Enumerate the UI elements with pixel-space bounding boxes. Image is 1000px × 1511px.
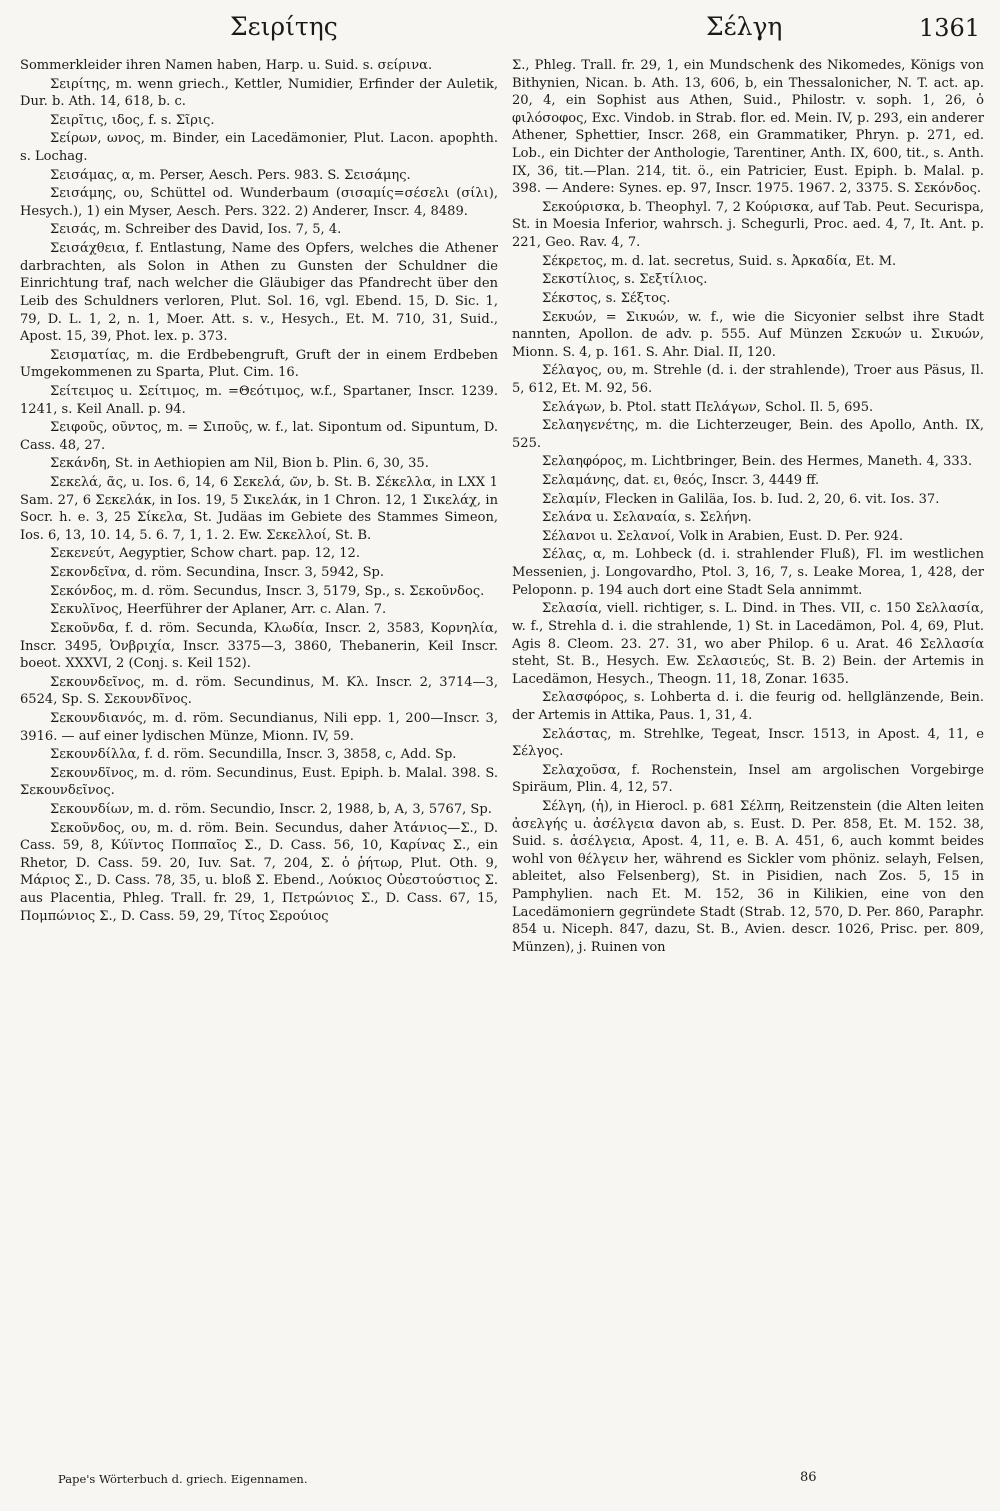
footer-credit: Pape's Wörterbuch d. griech. Eigennamen.: [58, 1472, 308, 1486]
dictionary-entry: Σελαηγενέτης, m. die Lichterzeuger, Bein. des Apollo, Anth. IX, 525.: [512, 418, 984, 451]
dictionary-entry: Σέλαγος, ου, m. Strehle (d. i. der strahlende), Troer aus Päsus, Il. 5, 612, Et. M. 92, 56.: [512, 363, 984, 396]
dictionary-entry: Σελαχοῦσα, f. Rochenstein, Insel am argolischen Vorgebirge Spiräum, Plin. 4, 12, 57.: [512, 762, 984, 796]
header-right-catchword: Σέλγη: [706, 12, 783, 41]
dictionary-entry: Σεκυών, = Σικυών, w. f., wie die Sicyonier selbst ihre Stadt nannten, Apollon. de adv. p. 555. Auf Münzen Σεκυών u. Σικυών, Mionn. S. 4, p. 161. S. Ahr. Dial. II, 120.: [512, 309, 984, 360]
dictionary-entry: Σεκονδεῖνα, d. röm. Secundina, Inscr. 3, 5942, Sp.: [50, 565, 385, 581]
dictionary-entry: Σελαηφόρος, m. Lichtbringer, Bein. des Hermes, Maneth. 4, 333.: [542, 454, 973, 470]
dictionary-entry: Σεκυλῖνος, Heerführer der Aplaner, Arr. c. Alan. 7.: [50, 602, 387, 618]
dictionary-entry: Σεισματίας, m. die Erdbebengruft, Gruft der in einem Erdbeben Umgekommenen zu Sparta, Plut. Cim. 16.: [20, 347, 498, 381]
dictionary-entry: Σελασφόρος, s. Lohberta d. i. die feurig od. hellglänzende, Bein. der Artemis in Attika, Paus. 1, 31, 4.: [512, 690, 984, 723]
footer-signature: 86: [800, 1470, 817, 1485]
right-column: [512, 57, 984, 957]
dictionary-entry: Σεκούρισκα, b. Theophyl. 7, 2 Κούρισκα, auf Tab. Peut. Securispa, St. in Moesia Inferior, wahrsch. j. Schegurli, Proc. aed. 4, 7, It. Ant. p. 221, Geo. Rav. 4, 7.: [512, 199, 984, 251]
page-footer: [20, 1468, 980, 1498]
dictionary-entry: Σέκρετος, m. d. lat. secretus, Suid. s. Ἀρκαδία, Et. M.: [542, 253, 897, 269]
dictionary-entry: Σελαμίν, Flecken in Galiläa, Ios. b. Iud. 2, 20, 6. vit. Ios. 37.: [542, 491, 940, 507]
dictionary-entry: Σειφοῦς, οῦντος, m. = Σιποῦς, w. f., lat. Sipontum od. Sipuntum, D. Cass. 48, 27.: [20, 420, 498, 453]
dictionary-entry: Σείτειμος u. Σείτιμος, m. =Θεότιμος, w.f., Spartaner, Inscr. 1239. 1241, s. Keil Anall. p. 94.: [20, 383, 498, 417]
dictionary-entry: Σεισάμης, ου, Schüttel od. Wunderbaum (σισαμίς=σέσελι (σίλι), Hesych.), 1) ein Myser, Aesch. Pers. 322. 2) Anderer, Inscr. 4, 8489.: [20, 186, 498, 219]
continued-entry: Σ., Phleg. Trall. fr. 29, 1, ein Mundschenk des Nikomedes, Königs von Bithynien, Nican. b. Ath. 13, 606, b, ein Thessalonicher, N. T. act. ap. 20, 4, ein Sophist aus Athen, Suid., Philostr. v. soph. 1, 26, ὁ φιλόσοφος, Exc. Vindob. in Strab. flor. ed. Mein. IV, p. 293, ein anderer Athener, Sphettier, Inscr. 268, ein Grammatiker, Phryn. p. 271, ed. Lob., ein Dichter der Anthologie, Tarentiner, Anth. IX, 600, tit., s. Anth. IX, 36, tit.—Plan. 214, tit. ö., ein Patricier, Eust. Epiph. b. Malal. p. 398. — Andere: Synes. ep. 97, Inscr. 1975. 1967. 2, 3375. S. Σεκόνδος.: [512, 58, 984, 197]
dictionary-entry: Σεισάς, m. Schreiber des David, Ios. 7, 5, 4.: [50, 222, 342, 238]
dictionary-entry: Σεκουνδιανός, m. d. röm. Secundianus, Nili epp. 1, 200—Inscr. 3, 3916. — auf einer lydischen Münze, Mionn. IV, 59.: [20, 710, 498, 744]
dictionary-entry: Σεισάμας, α, m. Perser, Aesch. Pers. 983. S. Σεισάμης.: [50, 167, 411, 183]
dictionary-entry: Σέλγη, (ἡ), in Hierocl. p. 681 Σέλπη, Reitzenstein (die Alten leiten ἀσελγής u. ἀσέλγεια davon ab, s. Eust. D. Per. 858, Et. M. 152. 38, Suid. s. ἀσέλγεια, Apost. 4, 11, e. B. A. 451, 6, auch kommt beides wohl von θέλγειν her, während es Sickler vom phöniz. selayh, Felsen, ableitet, also Felsenberg), St. in Pisidien, nach Zos. 5, 15 in Pamphylien. nach Et. M. 152, 36 in Kilikien, eine von den Lacedämoniern gegründete Stadt (Strab. 12, 570, D. Per. 860, Paraphr. 854 u. Niceph. 847, dazu, St. B., Avien. descr. 1026, Prisc. per. 809, Münzen), j. Ruinen von: [512, 798, 984, 955]
dictionary-entry: Σεκουνδίων, m. d. röm. Secundio, Inscr. 2, 1988, b, A, 3, 5767, Sp.: [50, 801, 492, 817]
dictionary-entry: Σεκουνδεῖνος, m. d. röm. Secundinus, Μ. Κλ. Inscr. 2, 3714—3, 6524, Sp. S. Σεκουνδῖνος.: [20, 674, 498, 708]
dictionary-entry: Σείρων, ωνος, m. Binder, ein Lacedämonier, Plut. Lacon. apophth. s. Lochag.: [20, 131, 498, 165]
dictionary-entry: Σεισάχθεια, f. Entlastung, Name des Opfers, welches die Athener darbrachten, als Solon in Athen zu Gunsten der Schuldner die Einrichtung traf, nach welcher die Gläubiger das Pfandrecht über den Leib des Schuldners verloren, Plut. Sol. 16, vgl. Ebend. 15, D. Sic. 1, 79, D. L. 1, 2, n. 1, Moer. Att. s. v., Hesych., Et. M. 710, 31, Suid., Apost. 15, 39, Phot. lex. p. 373.: [20, 241, 498, 345]
dictionary-entry: Σεκενεύτ, Aegyptier, Schow chart. pap. 12, 12.: [50, 546, 360, 562]
dictionary-entry: Σεκστίλιος, s. Σεξτίλιος.: [542, 272, 708, 288]
dictionary-entry: Σελασία, viell. richtiger, s. L. Dind. in Thes. VII, c. 150 Σελλασία, w. f., Strehla d. i. die strahlende, 1) St. in Lacedämon, Pol. 4, 69, Plut. Agis 8. Cleom. 23. 27. 31, wo aber Philop. 6 u. Arat. 46 Σελλασία steht, St. B., Hesych. Ew. Σελασιεύς, St. B. 2) Bein. der Artemis in Lacedämon, Hesych., Theogn. 11, 18, Zonar. 1635.: [512, 601, 984, 687]
dictionary-entry: Σεκουνδίλλα, f. d. röm. Secundilla, Inscr. 3, 3858, c, Add. Sp.: [50, 747, 457, 763]
page-number: 1361: [918, 14, 980, 42]
dictionary-entry: Σεκόνδος, m. d. röm. Secundus, Inscr. 3, 5179, Sp., s. Σεκοῦνδος.: [50, 583, 485, 599]
header-left-catchword: Σειρίτης: [230, 12, 338, 41]
continued-entry: Sommerkleider ihren Namen haben, Harp. u. Suid. s. σείρινα.: [20, 58, 433, 73]
dictionary-entry: Σέκστος, s. Σέξτος.: [542, 290, 671, 306]
dictionary-entry: Σεκελά, ᾶς, u. Ios. 6, 14, 6 Σεκελά, ῶν, b. St. B. Σέκελλα, in LXX 1 Sam. 27, 6 Σεκελάκ, in Ios. 19, 5 Σικελάκ, in 1 Chron. 12, 1 Σικελάχ, in Socr. h. e. 3, 25 Σίκελα, St. Judäas im Gebiete des Stammes Simeon, Ios. 6, 13, 10. 14, 5. 6. 7, 1, 1. 2. Ew. Σεκελλοί, St. B.: [20, 475, 498, 543]
left-column: [20, 57, 498, 926]
dictionary-entry: Σειρίτης, m. wenn griech., Kettler, Numidier, Erfinder der Auletik, Dur. b. Ath. 14, 618, b. c.: [20, 76, 498, 110]
dictionary-entry: Σεκουνδῖνος, m. d. röm. Secundinus, Eust. Epiph. b. Malal. 398. S. Σεκουνδεῖνος.: [20, 765, 498, 799]
dictionary-entry: Σεκοῦνδος, ου, m. d. röm. Bein. Secundus, daher Ἀτάνιος—Σ., D. Cass. 59, 8, Κύϊντος Ποππαῖος Σ., D. Cass. 56, 10, Καρίνας Σ., ein Rhetor, D. Cass. 59. 20, Iuv. Sat. 7, 204, Σ. ὁ ῥήτωρ, Plut. Oth. 9, Μάριος Σ., D. Cass. 78, 35, u. bloß Σ. Ebend., Λούκιος Οὐεστούστιος Σ. aus Placentia, Phleg. Trall. fr. 29, 1, Πετρώνιος Σ., D. Cass. 67, 15, Πομπώνιος Σ., D. Cass. 59, 29, Τίτος Σερούιος: [20, 820, 498, 924]
dictionary-entry: Σειρῖτις, ιδος, f. s. Σῖρις.: [50, 112, 215, 128]
dictionary-entry: Σελάστας, m. Strehlke, Tegeat, Inscr. 1513, in Apost. 4, 11, e Σέλγος.: [512, 726, 984, 760]
dictionary-entry: Σέλανοι u. Σελανοί, Volk in Arabien, Eust. D. Per. 924.: [542, 528, 903, 544]
dictionary-entry: Σελάνα u. Σελαναία, s. Σελήνη.: [542, 510, 752, 526]
dictionary-entry: Σεκάνδη, St. in Aethiopien am Nil, Bion b. Plin. 6, 30, 35.: [50, 456, 429, 472]
dictionary-entry: Σεκοῦνδα, f. d. röm. Secunda, Κλωδία, Inscr. 2, 3583, Κορνηλία, Inscr. 3495, Ὀνβριχία, Inscr. 3375—3, 3860, Thebanerin, Keil Inscr. boeot. XXXVI, 2 (Conj. s. Keil 152).: [20, 620, 498, 672]
page-header: [0, 6, 1000, 54]
dictionary-entry: Σελάγων, b. Ptol. statt Πελάγων, Schol. Il. 5, 695.: [542, 399, 874, 415]
dictionary-entry: Σέλας, α, m. Lohbeck (d. i. strahlender Fluß), Fl. im westlichen Messenien, j. Longovardho, Ptol. 3, 16, 7, s. Leake Morea, 1, 428, der Peloponn. p. 194 auch dort eine Stadt Sela annimmt.: [512, 547, 984, 598]
dictionary-entry: Σελαμάνης, dat. ει, θεός, Inscr. 3, 4449 ff.: [542, 473, 820, 489]
